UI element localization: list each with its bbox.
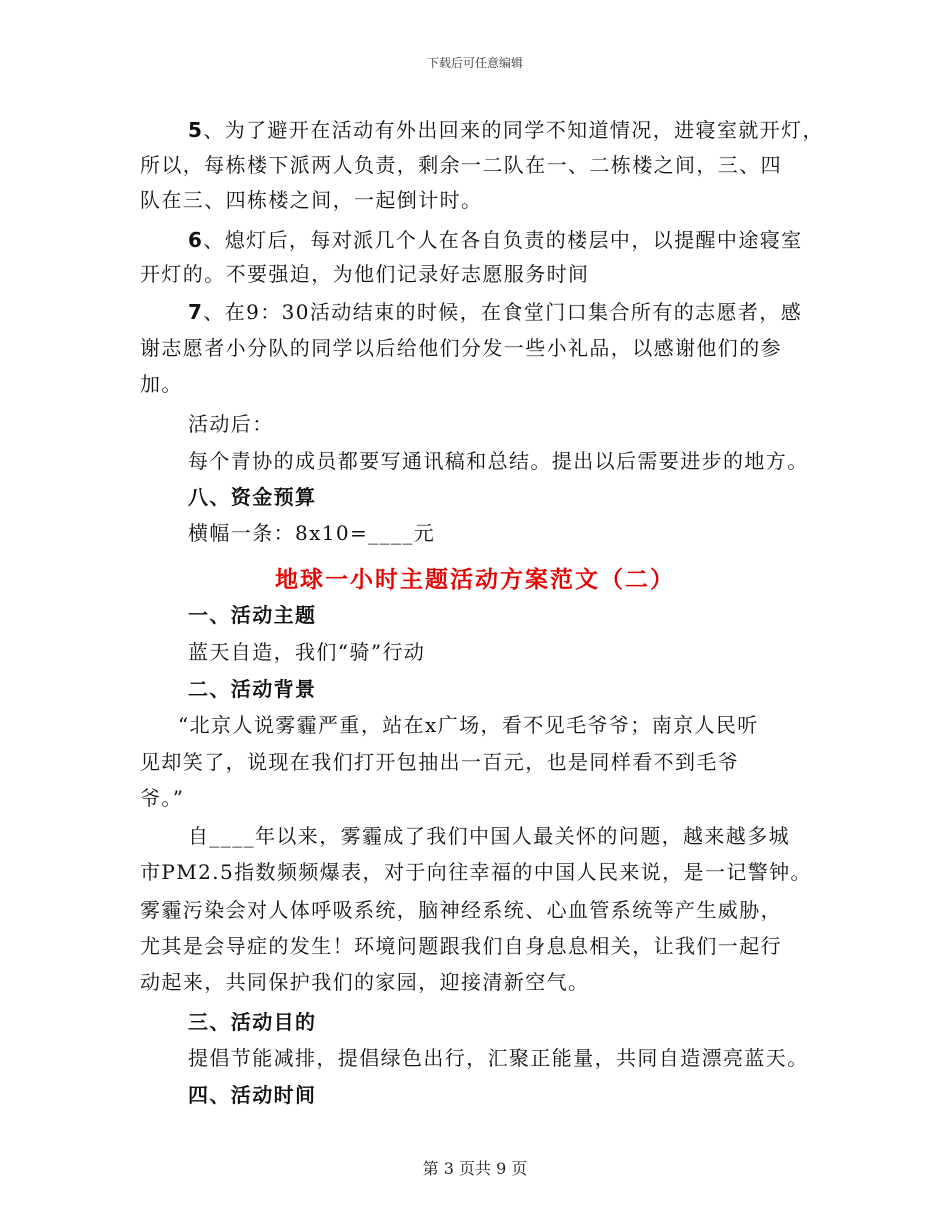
after-activity-label: 活动后： [188, 412, 274, 436]
item-6-text-1: 、熄灯后，每对派几个人在各自负责的楼层中，以提醒中途寝室 [203, 228, 803, 252]
background-quote-1: “北京人说雾霾严重，站在x广场，看不见毛爷爷；南京人民听 [178, 713, 759, 737]
background-para-2: 市PM2.5指数频频爆表，对于向往幸福的中国人民来说，是一记警钟。 [140, 860, 812, 884]
item-7-line-2: 谢志愿者小分队的同学以后给他们分发一些小礼品，以感谢他们的参 [140, 336, 782, 360]
section-4-heading: 四、活动时间 [188, 1083, 317, 1107]
background-quote-2: 见却笑了，说现在我们打开包抽出一百元，也是同样看不到毛爷 [140, 750, 740, 774]
item-5-number: 5 [188, 118, 204, 142]
section-1-heading: 一、活动主题 [188, 603, 317, 627]
background-para-1: 自____年以来，雾霾成了我们中国人最关怀的问题，越来越多城 [188, 824, 790, 848]
activity-purpose: 提倡节能减排，提倡绿色出行，汇聚正能量，共同自造漂亮蓝天。 [188, 1046, 809, 1070]
item-6-line-1 [188, 228, 803, 252]
item-7-line-3: 加。 [140, 372, 183, 396]
background-para-4: 尤其是会导症的发生！环境问题跟我们自身息息相关，让我们一起行 [140, 934, 782, 958]
section-3-heading: 三、活动目的 [188, 1010, 317, 1034]
doc-2-title: 地球一小时主题活动方案范文（二） [275, 567, 675, 593]
background-para-3: 雾霾污染会对人体呼吸系统，脑神经系统、心血管系统等产生威胁， [140, 898, 782, 922]
item-6-line-2: 开灯的。不要强迫，为他们记录好志愿服务时间 [140, 262, 590, 286]
item-6-number: 6 [188, 228, 204, 252]
after-activity-text: 每个青协的成员都要写通讯稿和总结。提出以后需要进步的地方。 [188, 449, 809, 473]
page-header-note: 下载后可任意编辑 [426, 56, 523, 70]
item-5-line-3: 队在三、四栋楼之间，一起倒计时。 [140, 188, 483, 212]
section-2-heading: 二、活动背景 [188, 677, 317, 701]
background-quote-3: 爷。” [140, 786, 185, 810]
page-footer-number: 第 3 页共 9 页 [422, 1159, 528, 1178]
item-7-line-1 [188, 300, 802, 324]
item-7-text-1: 、在9：30活动结束的时候，在食堂门口集合所有的志愿者，感 [203, 300, 803, 324]
section-8-heading: 八、资金预算 [188, 485, 317, 509]
item-5-line-1 [188, 118, 824, 142]
activity-theme: 蓝天自造，我们“骑”行动 [188, 640, 426, 664]
item-7-number: 7 [188, 300, 204, 324]
item-5-text-1: 、为了避开在活动有外出回来的同学不知道情况，进寝室就开灯， [203, 118, 824, 142]
banner-budget: 横幅一条：8x10=____元 [188, 521, 436, 545]
item-5-line-2: 所以，每栋楼下派两人负责，剩余一二队在一、二栋楼之间，三、四 [140, 153, 782, 177]
background-para-5: 动起来，共同保护我们的家园，迎接清新空气。 [140, 970, 590, 994]
